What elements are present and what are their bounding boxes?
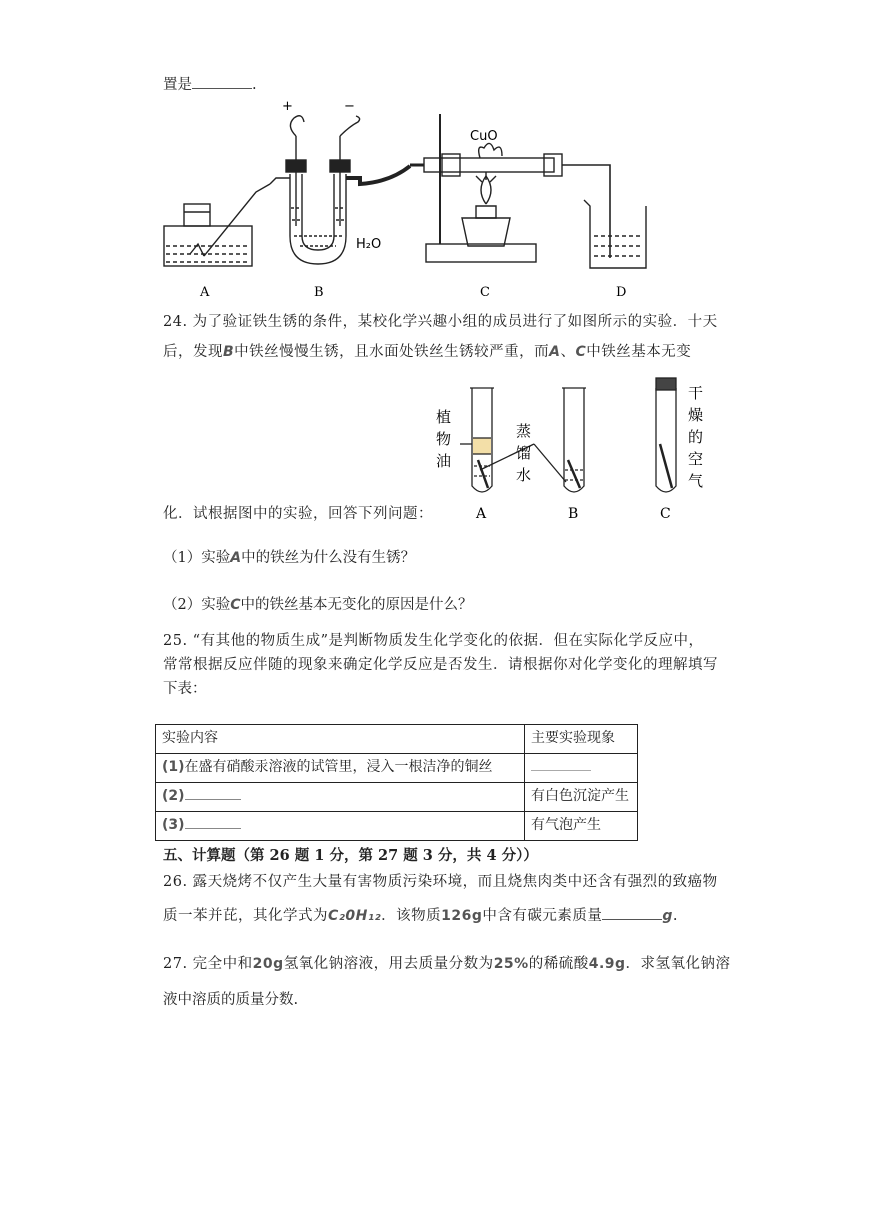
water-label-3: 水 bbox=[516, 466, 532, 484]
table-row bbox=[156, 783, 638, 812]
fig1-label-c: C bbox=[480, 285, 490, 300]
fig2-label-b: B bbox=[568, 506, 579, 522]
minus-sign: − bbox=[344, 99, 355, 114]
air-label-4: 空 bbox=[688, 450, 704, 468]
q24-sub2: （2）实验C中的铁丝基本无变化的原因是什么？ bbox=[163, 597, 473, 613]
oil-label-1: 植 bbox=[436, 408, 452, 426]
water-label-2: 馏 bbox=[516, 444, 532, 462]
q25-line1: 25. “有其他的物质生成”是判断物质发生化学变化的依据．但在实际化学反应中， bbox=[163, 633, 704, 649]
q24-line2: 后，发现B中铁丝慢慢生锈，且水面处铁丝生锈较严重，而A、C中铁丝基本无变 bbox=[163, 344, 692, 360]
fig2-label-a: A bbox=[476, 506, 487, 522]
table-cell-content: (3) bbox=[156, 812, 525, 841]
h2o-label: H₂O bbox=[356, 237, 382, 252]
answer-blank bbox=[185, 816, 241, 829]
table-row bbox=[156, 754, 638, 783]
experiment-table bbox=[155, 724, 638, 841]
oil-label-2: 物 bbox=[436, 430, 452, 448]
answer-blank bbox=[602, 907, 662, 920]
air-label-1: 干 bbox=[688, 384, 704, 402]
table-header-content: 实验内容 bbox=[156, 725, 525, 754]
fig1-label-b: B bbox=[314, 285, 324, 300]
q24-sub1: （1）实验A中的铁丝为什么没有生锈？ bbox=[163, 550, 416, 566]
air-label-2: 燥 bbox=[688, 406, 704, 424]
water-label-1: 蒸 bbox=[516, 422, 532, 440]
q25-line3: 下表： bbox=[163, 681, 207, 697]
q27-line1: 27. 完全中和20g氢氧化钠溶液，用去质量分数为25%的稀硫酸4.9g．求氢氧化钠溶 bbox=[163, 956, 731, 972]
q25-line2: 常常根据反应伴随的现象来确定化学反应是否发生．请根据你对化学变化的理解填写 bbox=[163, 657, 718, 673]
oil-label-3: 油 bbox=[436, 452, 452, 470]
fig1-label-a: A bbox=[200, 285, 210, 300]
section-heading: 五、计算题（第 26 题 1 分，第 27 题 3 分，共 4 分）） bbox=[163, 847, 538, 864]
answer-blank bbox=[192, 76, 252, 89]
test-tubes-figure bbox=[430, 374, 720, 524]
answer-blank bbox=[531, 758, 591, 771]
table-header-phenomenon: 主要实验现象 bbox=[525, 725, 638, 754]
table-header-row bbox=[156, 725, 638, 754]
table-cell-phenomenon: 有气泡产生 bbox=[525, 812, 638, 841]
q24-line1: 24. 为了验证铁生锈的条件，某校化学兴趣小组的成员进行了如图所示的实验．十天 bbox=[163, 314, 718, 330]
fig1-label-d: D bbox=[616, 285, 627, 300]
plus-sign: + bbox=[282, 99, 293, 114]
fig2-label-c: C bbox=[660, 506, 671, 522]
q24-line3: 化．试根据图中的实验，回答下列问题： bbox=[163, 506, 433, 522]
table-cell-phenomenon bbox=[525, 754, 638, 783]
cuo-label: CuO bbox=[470, 129, 498, 144]
table-row bbox=[156, 812, 638, 841]
table-cell-phenomenon: 有白色沉淀产生 bbox=[525, 783, 638, 812]
table-cell-content: (1)在盛有硝酸汞溶液的试管里，浸入一根洁净的铜丝 bbox=[156, 754, 525, 783]
top-line: 置是 . bbox=[163, 77, 257, 93]
q26-line1: 26. 露天烧烤不仅产生大量有害物质污染环境，而且烧焦肉类中还含有强烈的致癌物 bbox=[163, 874, 718, 890]
answer-blank bbox=[185, 787, 241, 800]
apparatus-figure bbox=[160, 96, 660, 304]
q26-line2: 质一苯并芘，其化学式为C₂0H₁₂．该物质126g中含有碳元素质量 g. bbox=[163, 908, 679, 924]
table-cell-content: (2) bbox=[156, 783, 525, 812]
air-label-5: 气 bbox=[688, 472, 704, 490]
air-label-3: 的 bbox=[688, 428, 704, 446]
q27-line2: 液中溶质的质量分数. bbox=[163, 992, 299, 1008]
